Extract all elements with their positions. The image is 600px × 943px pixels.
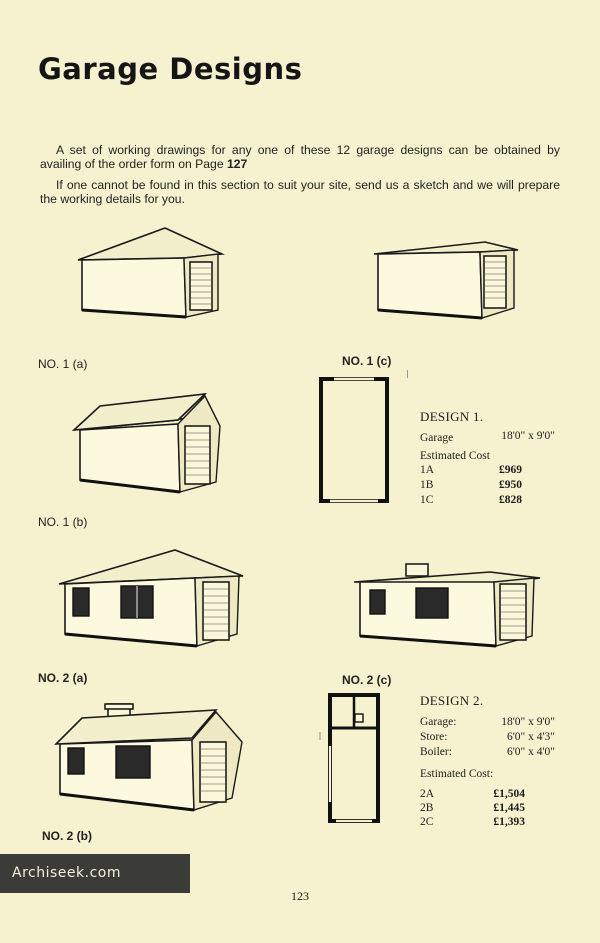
design2-cost-price: £1,445 (493, 802, 525, 814)
label-no2a: NO. 2 (a) (38, 671, 88, 685)
page-title: Garage Designs (38, 52, 303, 86)
no2a-window-left (73, 588, 89, 616)
intro-paragraph-1 (40, 143, 560, 171)
design1-heading: DESIGN 1. (420, 409, 484, 424)
no2b-door (200, 742, 226, 802)
design2-row-name: Boiler: (420, 746, 452, 758)
order-form-page-ref: 127 (226, 157, 248, 171)
plan1-tick (407, 370, 408, 378)
design1-cost-price: £950 (499, 479, 522, 491)
design1-cost-heading: Estimated Cost (420, 450, 490, 462)
design1-cost-price: £969 (499, 464, 522, 476)
label-no1c: NO. 1 (c) (342, 354, 392, 368)
no1c-door (484, 256, 506, 308)
drawing-no1b (70, 390, 230, 495)
drawing-no2b (52, 700, 247, 815)
archiseek-watermark: Archiseek.com (0, 854, 190, 893)
no2b-window-main (116, 746, 150, 778)
plan1-outline (321, 379, 387, 501)
design2-row-value: 18'0" x 9'0" (501, 716, 555, 728)
design2-row-value: 6'0" x 4'3" (506, 731, 555, 743)
design2-row-value: 6'0" x 4'0" (506, 746, 555, 758)
no2b-roof (56, 710, 216, 744)
design1-cost-price: £828 (499, 494, 522, 506)
no1a-side-wall (82, 258, 186, 317)
design2-cost-code: 2A (420, 788, 435, 800)
label-no2b: NO. 2 (b) (42, 829, 92, 843)
no1c-side-wall (378, 252, 482, 318)
design2-cost-price: £1,504 (493, 788, 525, 800)
no2c-chimney (406, 564, 428, 576)
no2b-window-left (68, 748, 84, 774)
no2c-window-main (416, 588, 448, 618)
page-number: 123 (291, 889, 309, 903)
design2-heading: DESIGN 2. (420, 693, 484, 708)
design1-row-name: Garage (420, 432, 454, 444)
plan-design2 (318, 692, 384, 824)
design1-cost-code: 1B (420, 479, 434, 491)
label-no1a: NO. 1 (a) (38, 357, 88, 371)
design1-cost-code: 1A (420, 464, 435, 476)
design2-row-name: Store: (420, 731, 448, 743)
design2-cost-price: £1,393 (493, 816, 525, 828)
drawing-no1c (370, 238, 525, 323)
design1-cost-code: 1C (420, 494, 434, 506)
plan-design1 (318, 376, 390, 504)
label-no1b: NO. 1 (b) (38, 515, 88, 529)
design2-cost-code: 2B (420, 802, 434, 814)
no2c-window-left (370, 590, 385, 614)
drawing-no1a (70, 222, 230, 322)
no1a-roof (78, 228, 222, 260)
design1-row-value: 18'0" x 9'0" (501, 430, 555, 442)
intro-text-1: A set of working drawings for any one of these 12 garage designs can be obtained by availing of the order form on Page (40, 143, 560, 171)
plan2-boiler (355, 714, 363, 722)
drawing-no2c (350, 560, 545, 650)
label-no2c: NO. 2 (c) (342, 673, 392, 687)
drawing-no2a (55, 546, 250, 651)
intro-paragraph-2: If one cannot be found in this section to suit your site, send us a sketch and we will prepare the working details for you. (40, 178, 560, 206)
design2-cost-code: 2C (420, 816, 434, 828)
design2-cost-heading: Estimated Cost: (420, 768, 494, 780)
design2-row-name: Garage: (420, 716, 457, 728)
